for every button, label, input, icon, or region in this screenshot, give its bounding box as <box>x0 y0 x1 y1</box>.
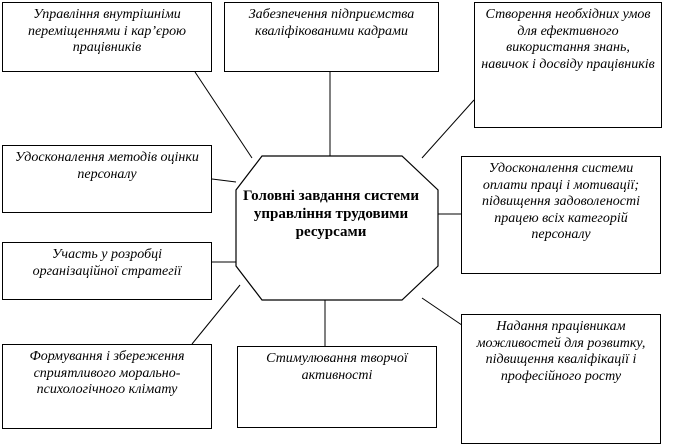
box-staffing: Забезпечення підприємства кваліфікованими кадрами <box>224 2 439 72</box>
center-title: Головні завдання системи управління трудовими ресурсами <box>242 188 420 240</box>
box-strategy: Участь у розробці організаційної стратегії <box>2 242 212 300</box>
box-assessment: Удосконалення методів оцінки персоналу <box>2 145 212 213</box>
box-conditions: Створення необхідних умов для ефективного використання знань, навичок і досвіду працівників <box>474 2 662 128</box>
box-creativity: Стимулювання творчої активності <box>237 346 437 428</box>
connector-assessment <box>212 179 236 182</box>
box-development: Надання працівникам можливостей для розвитку, підвищення кваліфікації і професійного росту <box>461 314 661 444</box>
box-climate: Формування і збереження сприятливого морально-психологічного клімату <box>2 344 212 429</box>
connector-conditions <box>422 100 474 158</box>
box-internal-moves: Управління внутрішніми переміщеннями і кар’єрою працівників <box>2 2 212 72</box>
box-pay-system: Удосконалення системи оплати праці і мотивації; підвищення задоволеності працею всіх категорій персоналу <box>461 156 661 274</box>
